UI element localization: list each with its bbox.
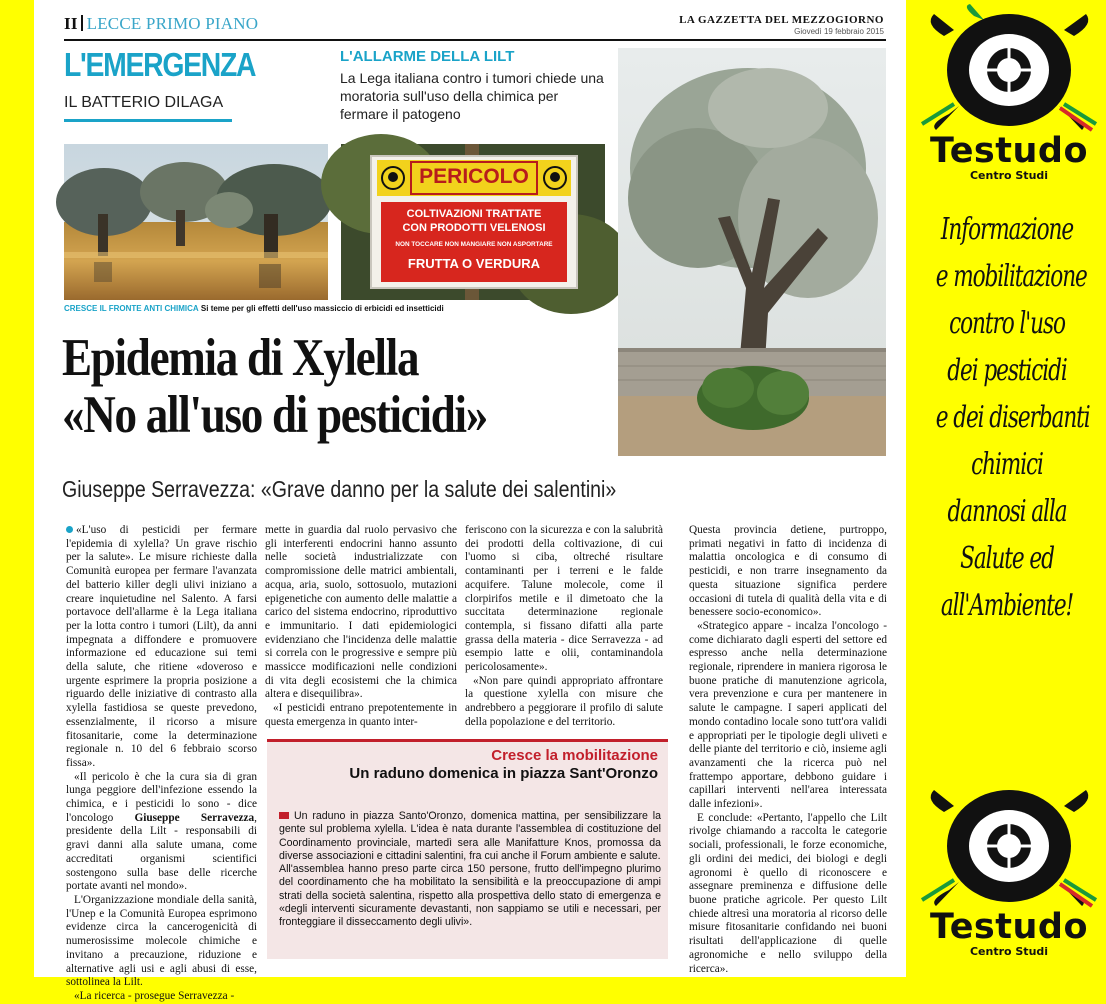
testudo-logo-bottom [914,782,1104,958]
page-number: II [64,14,78,33]
kicker-title: L'EMERGENZA [64,46,256,83]
slogan-line: contro l'uso [949,306,1065,341]
kicker-rule [64,119,232,122]
article-paragraph: Questa provincia detiene, purtroppo, primati negativi in fatto di incidenza di malattia oncologica e di consumo di pesticidi, e non trarre insegnamento da questa situazione significa perdere occasioni di tutela di qualità della vita e di benessere socio-economico». [689,524,887,619]
slogan-line: Informazione [940,212,1074,247]
sidebar-box [267,739,668,959]
brand-subtitle: Centro Studi [969,945,1049,958]
sign-line3: NON TOCCARE NON MANGIARE NON ASPORTARE [395,241,553,248]
article-paragraph: «La ricerca - prosegue Serravezza - [74,989,235,1002]
sidebar-title: Un raduno domenica in piazza Sant'Oronzo [349,765,658,782]
sign-line4: FRUTTA O VERDURA [407,256,541,271]
article-column-3 [465,524,663,730]
banner-slogan [908,206,1106,629]
headline-line1: Epidemia di Xylella [62,329,419,387]
issue-date: Giovedì 19 febbraio 2015 [794,27,884,36]
header-rule [64,39,886,41]
article-paragraph: mette in guardia dal ruolo pervasivo che gli interferenti endocrini hanno assunto nelle società industrializzate con compromissione delle matrici ambientali, acqua, aria, suolo, sottosuolo, mutazioni epigenetiche con aumento delle malattie a carico del sistema endocrino, riproduttivo e immunitario. I dati epidemiologici evidenziano che l'incidenza delle malattie si correla con le progressive e sempre più massicce modificazioni nelle condizioni di vita degli ecosistemi che la chimica altera e disequilibra». [265,524,457,701]
article-paragraph: «Strategico appare - incalza l'oncologo - come dichiarato dagli esperti del settore ed espresso anche nella determinazione regionale, riprendere in maniera rigorosa le buone pratiche di manutenzione agricola, vera prevenzione e cura per mantenere in salute le campagne. I saperi applicati del mondo contadino locale sono tutt'ora validi e appropriati per le tipologie degli uliveti e delle piante del territorio e ciò, insieme agli avanzamenti che la ricerca può nel frattempo apportare, debbono guidare i capillari interventi nell'area interessata dalle infezioni». [689,619,887,811]
sidebar-body: Un raduno in piazza Santo'Oronzo, domenica mattina, per sensibilizzare la gente sul problema xylella. L'idea è nata durante l'assemblea di costituzione del Coordinamento provinciale, martedì sera alle Manifatture Knos, promossa da diverse associazioni e cittadini salentini, fra cui anche il Forum ambiente e salute. All'assemblea hanno preso parte circa 150 persone, frutto dell'impegno plurimo del coordinamento che ha mobilitato la sensibilità e la preoccupazione di ampi strati della società salentina, rispetto alla prospettiva dello stato di emergenza e «degli interventi sicuramente devastanti, non sappiamo se utili e necessari, per fronteggiare il disseccamento degli ulivi». [279,810,661,929]
sign-line2: CON PRODOTTI VELENOSI [402,222,546,234]
slogan-line: chimici [971,447,1043,482]
headline [62,330,538,444]
warning-sign-photo [341,144,605,300]
lilt-title: L'ALLARME DELLA LILT [340,48,515,65]
brand-name: Testudo [929,907,1089,947]
article-paragraph: «L'uso di pesticidi per fermare l'epidemia di xylella? Un grave rischio per la salute». Le misure richieste dalla Comunità europea per fermare l'avanzata del batterio killer degli ulivi iniziano a creare inquietudine nel Salento. A farsi portavoce dell'allarme è la Lega italiana per la lotta contro i tumori (Lilt), da anni impegnata a diffondere e promuovere informazione ed educazione sui temi della salute, che ritiene «doveroso e urgente esprimere la propria posizione a riguardo delle iniziative di contrasto alla xylella fastidiosa se queste prevedono, essenzialmente, il ricorso a misure fitosanitarie, come la determinazione regionale n. 10 del 6 febbraio scorso fissa». [66,524,257,769]
article-paragraph: «Non pare quindi appropriato affrontare la questione xylella con misure che andrebbero a peggiorare il profilo di salute della popolazione e del territorio. [465,674,663,728]
section-name: LECCE PRIMO PIANO [86,14,259,33]
slogan-line: dei pesticidi [947,353,1067,388]
slogan-line: e dei diserbanti [935,400,1090,435]
article-paragraph: «Il pericolo è che la cura sia di gran lunga peggiore dell'infezione essendo la chimica, e i pesticidi lo sono - dice l'oncologo Giuseppe Serravezza, presidente della Lilt - responsabili di gravi danni alla salute umana, come accreditati organismi scientifici sostengono sulla base delle ricerche portate avanti nel mondo». [66,770,257,893]
article-paragraph: L'Organizzazione mondiale della sanità, l'Unep e la Comunità Europea esprimono evidenze circa la cancerogenicità di numerosissime molecole chimiche e invitano a precauzione, riduzione e alternative agli usi e agli abusi di esse, sottolinea la Lilt. [66,893,257,989]
article-paragraph: E conclude: «Pertanto, l'appello che Lilt rivolge chiamando a raccolta le categorie sociali, professionali, le forze economiche, gli ordini dei medici, dei biologi e degli agronomi è quello di riconoscere e assegnare preminenza e diffusione delle buone pratiche agricole. Per questo Lilt chiede altresì una moratoria al ricorso delle misure fitosanitarie confidando nei buoni risultati dell'applicazione di quelle agronomiche e nello sviluppo della ricerca». [689,811,887,975]
article-paragraph: feriscono con la sicurezza e con la salubrità dei prodotti della coltivazione, di cui l'uomo si ciba, oltreché risultare contaminanti per i terreni e le falde acquifere. Talune molecole, come il clorpirifos metile e il dimetoato che la succitata determinazione regionale contempla, si fissano difatti alla parte grassa della materia - dice Serravezza - ad esempio latte e olii, contaminandola pericolosamente». [465,524,663,674]
turtle-icon [914,6,1104,132]
photo-caption [64,304,444,313]
flooded-grove-photo [64,144,328,300]
subheadline: Giuseppe Serravezza: «Grave danno per la salute dei salentini» [62,476,617,502]
headline-line2: «No all'uso di pesticidi» [62,386,487,444]
olive-tree-photo [618,48,886,456]
slogan-line: Salute ed [960,541,1054,576]
sidebar-top-rule [267,739,668,742]
sidebar-kicker: Cresce la mobilitazione [491,747,658,764]
slogan-line: all'Ambiente! [940,588,1074,623]
newspaper-page [34,0,906,1002]
caption-title: CRESCE IL FRONTE ANTI CHIMICA [64,304,199,313]
section-header [64,14,258,34]
masthead: LA GAZZETTA DEL MEZZOGIORNO [679,14,884,26]
article-paragraph: «I pesticidi entrano prepotentemente in questa emergenza in quanto inter- [265,702,457,728]
kicker-subtitle: IL BATTERIO DILAGA [64,94,224,111]
testudo-logo [914,6,1104,182]
turtle-icon [914,782,1104,908]
lilt-text: La Lega italiana contro i tumori chiede una moratoria sull'uso della chimica per fermare il patogeno [340,70,604,122]
caption-text: Si teme per gli effetti dell'uso massiccio di erbicidi ed insetticidi [200,304,444,313]
sign-title: PERICOLO [419,165,529,188]
slogan-line: dannosi alla [947,494,1067,529]
sign-line1: COLTIVAZIONI TRATTATE [406,208,542,220]
article-column-4 [689,524,887,976]
brand-name: Testudo [929,131,1089,171]
slogan-line: e mobilitazione [935,259,1087,294]
brand-subtitle: Centro Studi [969,169,1049,182]
article-column-2 [265,524,457,730]
article-column-1 [66,524,257,1004]
